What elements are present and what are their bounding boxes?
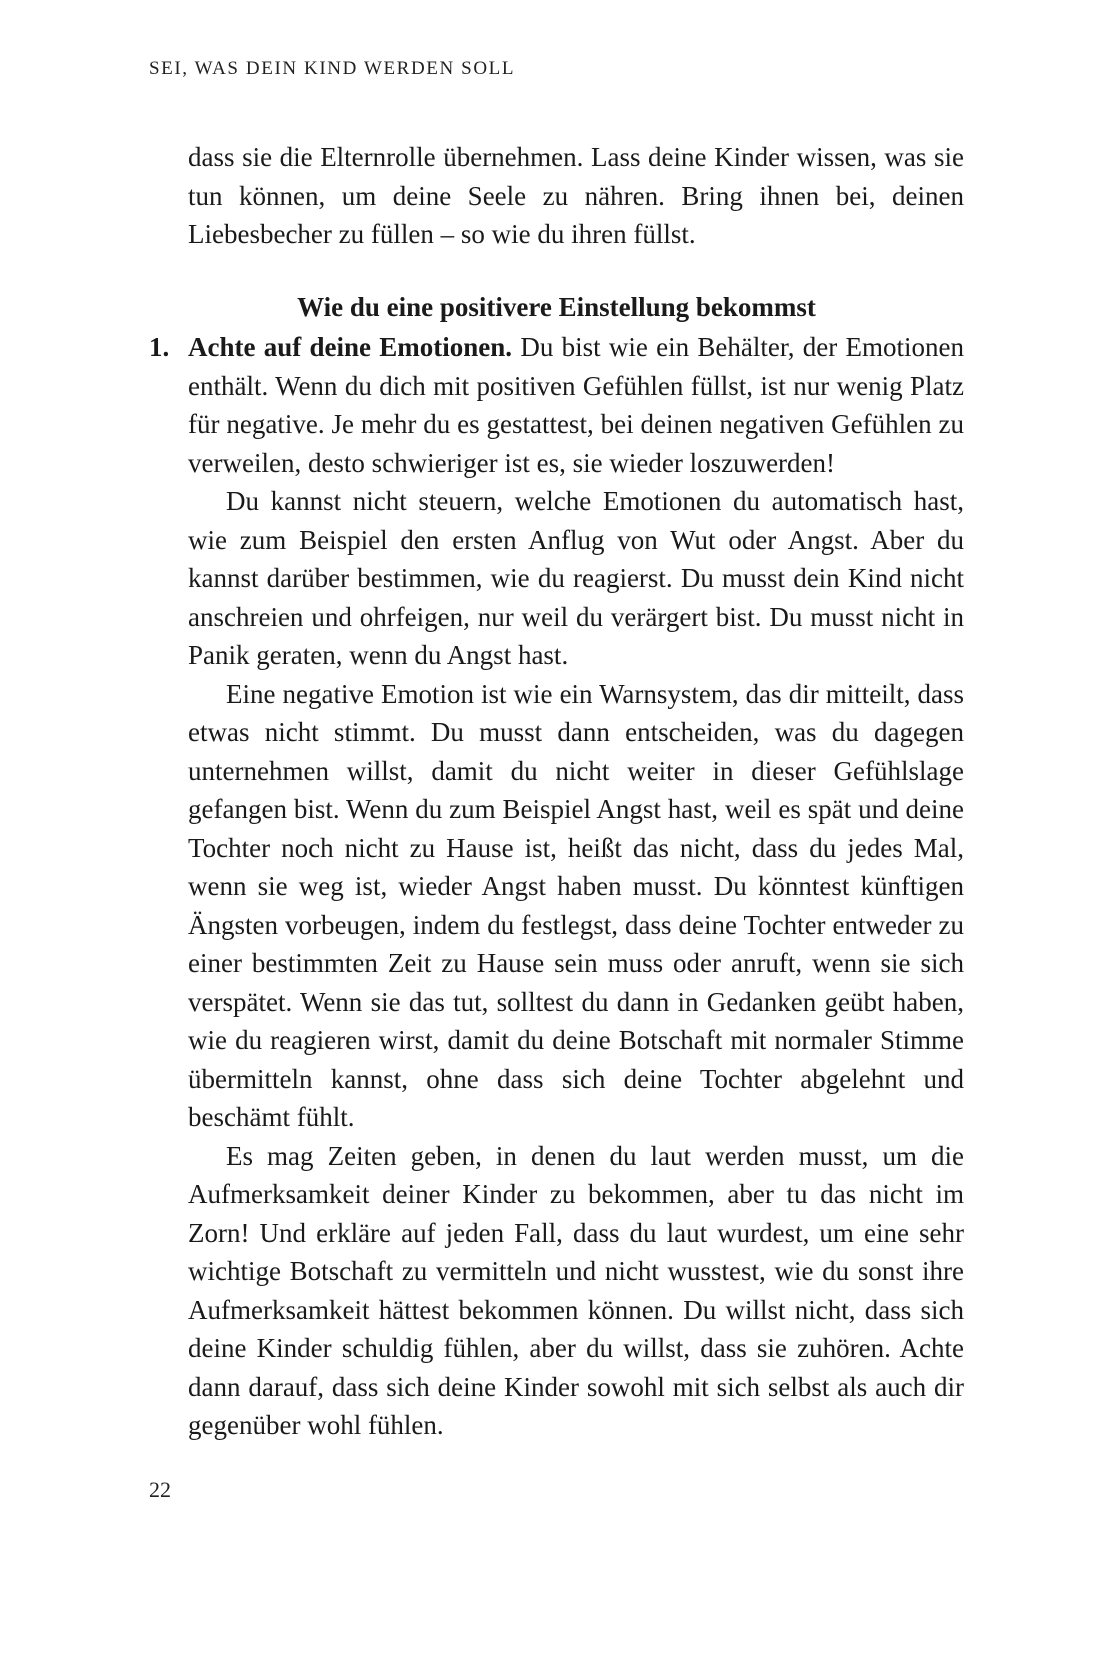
intro-paragraph: dass sie die Elternrolle übernehmen. Lass deine Kinder wissen, was sie tun können, um deine Seele zu nähren. Bring ihnen bei, deinen Liebesbecher zu füllen – so wie du ihren füllst. (188, 142, 964, 249)
body-paragraph-1: Du kannst nicht steuern, welche Emotionen du automatisch hast, wie zum Beispiel den ersten Anflug von Wut oder Angst. Aber du kannst darüber bestimmen, wie du reagierst. Du musst dein Kind nicht anschreien und ohrfeigen, nur weil du verärgert bist. Du musst nicht in Panik geraten, wenn du Angst hast. (188, 486, 964, 670)
list-item-body (188, 328, 964, 1445)
body-paragraph-2: Eine negative Emotion ist wie ein Warnsystem, das dir mitteilt, dass etwas nicht stimmt. Du musst dann entscheiden, was du dagegen unternehmen willst, damit du nicht weiter in dieser Gefühlslage gefangen bist. Wenn du zum Beispiel Angst hast, weil es spät und deine Tochter noch nicht zu Hause ist, heißt das nicht, dass du jedes Mal, wenn sie weg ist, wieder Angst haben musst. Du könntest künftigen Ängsten vorbeugen, indem du festlegst, dass deine Tochter entweder zu einer bestimmten Zeit zu Hause sein muss oder anruft, wenn sie sich verspätet. Wenn sie das tut, solltest du dann in Gedanken geübt haben, wie du reagieren wirst, damit du deine Botschaft mit normaler Stimme übermitteln kannst, ohne dass sich deine Tochter abgelehnt und beschämt fühlt. (188, 678, 964, 1132)
page-number: 22 (149, 1477, 171, 1502)
list-item-number: 1. (149, 332, 170, 362)
list-item-lead: Achte auf deine Emotionen. (188, 332, 513, 362)
list-item-first-paragraph-text: Du bist wie ein Behälter, der Emotionen enthält. Wenn du dich mit positiven Gefühlen füllst, ist nur wenig Platz für negative. Je mehr du es gestattest, bei deinen negativen Gefühlen zu verweilen, desto schwieriger ist es, sie wieder loszuwerden! (188, 332, 965, 478)
intro-paragraph-block (188, 138, 964, 254)
section-heading: Wie du eine positivere Einstellung bekommst (297, 292, 816, 322)
numbered-list (149, 328, 964, 1445)
list-item (149, 328, 964, 1445)
running-head: SEI, WAS DEIN KIND WERDEN SOLL (149, 58, 516, 79)
list-item-first-paragraph (188, 328, 964, 482)
body-paragraph-3: Es mag Zeiten geben, in denen du laut werden musst, um die Aufmerksamkeit deiner Kinder zu bekommen, aber tu das nicht im Zorn! Und erkläre auf jeden Fall, dass du laut wurdest, um eine sehr wichtige Botschaft zu vermitteln und nicht wusstest, wie du sonst ihre Aufmerksamkeit hättest bekommen können. Du willst nicht, dass sich deine Kinder schuldig fühlen, aber du willst, dass sie zuhören. Achte dann darauf, dass sich deine Kinder sowohl mit sich selbst als auch dir gegenüber wohl fühlen. (188, 1140, 964, 1440)
